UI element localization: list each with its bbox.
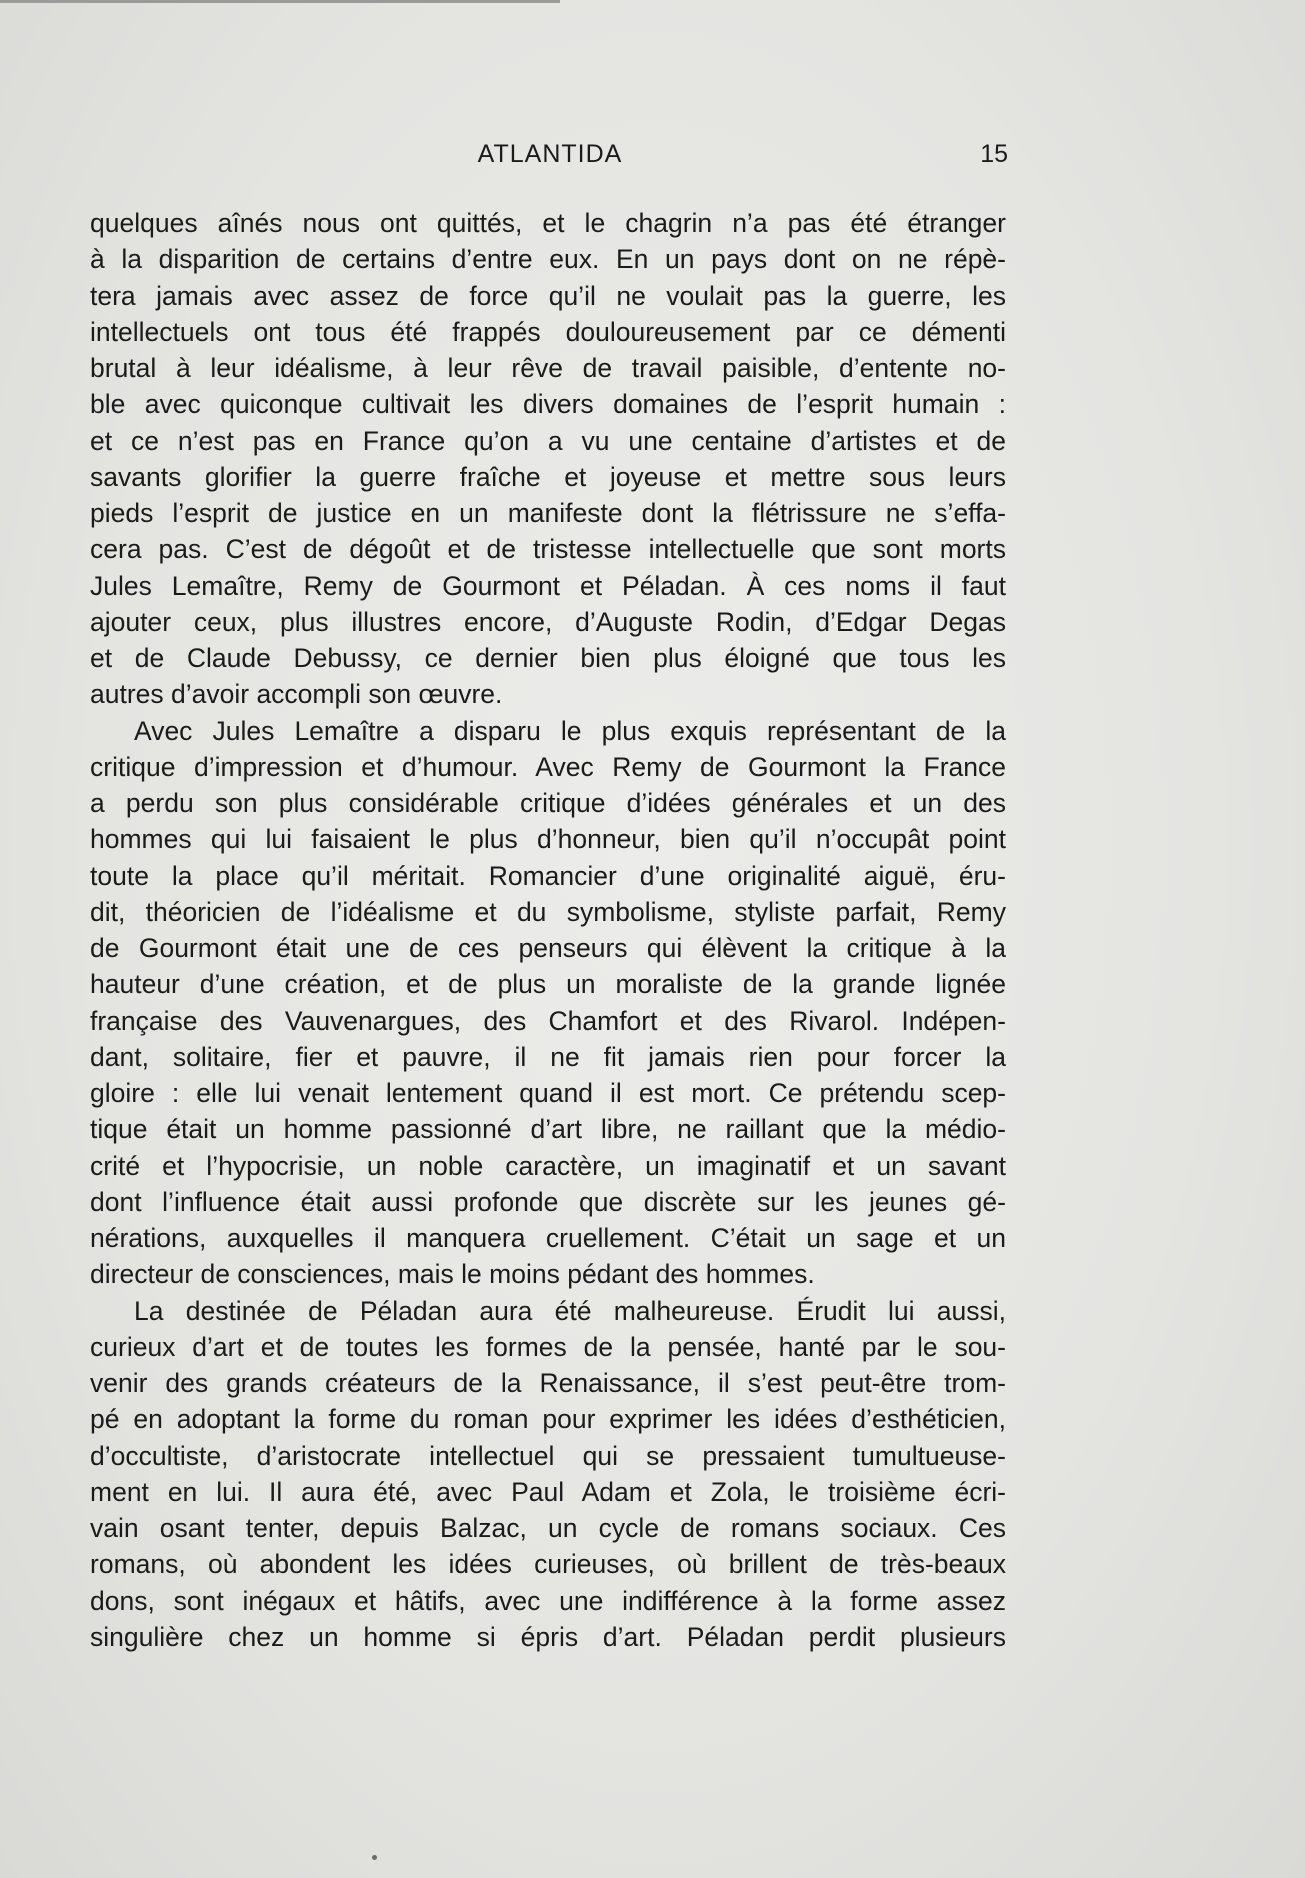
text-line: nérations, auxquelles il manquera cruellement. C’était un sage et un (90, 1223, 1006, 1253)
text-line: Avec Jules Lemaître a disparu le plus exquis représentant de la (134, 715, 1006, 746)
text-line: dont l’influence était aussi profonde que discrète sur les jeunes gé- (90, 1186, 1006, 1217)
text-line: ajouter ceux, plus illustres encore, d’Auguste Rodin, d’Edgar Degas (90, 606, 1006, 637)
page-edge (0, 0, 560, 3)
text-line: pé en adoptant la forme du roman pour exprimer les idées d’esthéticien, (90, 1404, 1006, 1435)
text-line: curieux d’art et de toutes les formes de la pensée, hanté par le sou- (90, 1331, 1006, 1362)
text-line: autres d’avoir accompli son œuvre. (90, 679, 503, 710)
running-title: ATLANTIDA (477, 140, 623, 168)
text-line: dant, solitaire, fier et pauvre, il ne fit jamais rien pour forcer la (90, 1041, 1006, 1072)
page-header (90, 136, 1010, 172)
text-line: a perdu son plus considérable critique d’idées générales et un des (90, 788, 1006, 818)
text-line: critique d’impression et d’humour. Avec Remy de Gourmont la France (90, 751, 1006, 782)
text-line: tique était un homme passionné d’art libre, ne raillant que la médio- (90, 1114, 1006, 1145)
paper-speck (372, 1855, 377, 1860)
text-line: toute la place qu’il méritait. Romancier d’une originalité aiguë, éru- (90, 860, 1006, 891)
text-line: venir des grands créateurs de la Renaissance, il s’est peut-être trom- (90, 1368, 1006, 1398)
text-line: et de Claude Debussy, ce dernier bien plus éloigné que tous les (90, 643, 1006, 673)
text-line: La destinée de Péladan aura été malheureuse. Érudit lui aussi, (134, 1295, 1006, 1326)
text-line: ment en lui. Il aura été, avec Paul Adam et Zola, le troisième écri- (90, 1476, 1006, 1507)
text-line: Jules Lemaître, Remy de Gourmont et Péladan. À ces noms il faut (90, 570, 1006, 601)
text-line: vain osant tenter, depuis Balzac, un cycle de romans sociaux. Ces (90, 1513, 1006, 1543)
text-line: intellectuels ont tous été frappés douloureusement par ce démenti (90, 316, 1006, 347)
text-line: savants glorifier la guerre fraîche et joyeuse et mettre sous leurs (90, 461, 1006, 492)
text-line: ble avec quiconque cultivait les divers domaines de l’esprit humain : (90, 389, 1006, 420)
text-line: et ce n’est pas en France qu’on a vu une centaine d’artistes et de (90, 425, 1006, 456)
text-line: directeur de consciences, mais le moins pédant des hommes. (90, 1259, 815, 1290)
text-line: brutal à leur idéalisme, à leur rêve de travail paisible, d’entente no- (90, 353, 1006, 383)
text-line: à la disparition de certains d’entre eux. En un pays dont on ne répè- (90, 244, 1006, 275)
text-line: romans, où abondent les idées curieuses, où brillent de très-beaux (90, 1549, 1006, 1580)
text-line: hauteur d’une création, et de plus un moraliste de la grande lignée (90, 969, 1006, 1000)
text-line: dit, théoricien de l’idéalisme et du symbolisme, styliste parfait, Remy (90, 896, 1006, 927)
text-line: tera jamais avec assez de force qu’il ne voulait pas la guerre, les (90, 280, 1006, 311)
text-line: quelques aînés nous ont quittés, et le chagrin n’a pas été étranger (90, 208, 1006, 238)
text-line: cera pas. C’est de dégoût et de tristesse intellectuelle que sont morts (90, 534, 1006, 565)
text-line: hommes qui lui faisaient le plus d’honneur, bien qu’il n’occupât point (90, 824, 1006, 855)
page-number: 15 (980, 140, 1008, 168)
text-line: crité et l’hypocrisie, un noble caractère, un imaginatif et un savant (90, 1150, 1006, 1181)
text-line: de Gourmont était une de ces penseurs qui élèvent la critique à la (90, 933, 1006, 963)
text-line: dons, sont inégaux et hâtifs, avec une indifférence à la forme assez (90, 1585, 1006, 1616)
body-text (90, 205, 1006, 1655)
text-line: gloire : elle lui venait lentement quand il est mort. Ce prétendu scep- (90, 1078, 1006, 1108)
text-line: d’occultiste, d’aristocrate intellectuel qui se pressaient tumultueuse- (90, 1440, 1006, 1471)
text-line: pieds l’esprit de justice en un manifeste dont la flétrissure ne s’effa- (90, 498, 1006, 528)
text-line: singulière chez un homme si épris d’art. Péladan perdit plusieurs (90, 1621, 1006, 1652)
text-line: française des Vauvenargues, des Chamfort et des Rivarol. Indépen- (90, 1005, 1006, 1036)
